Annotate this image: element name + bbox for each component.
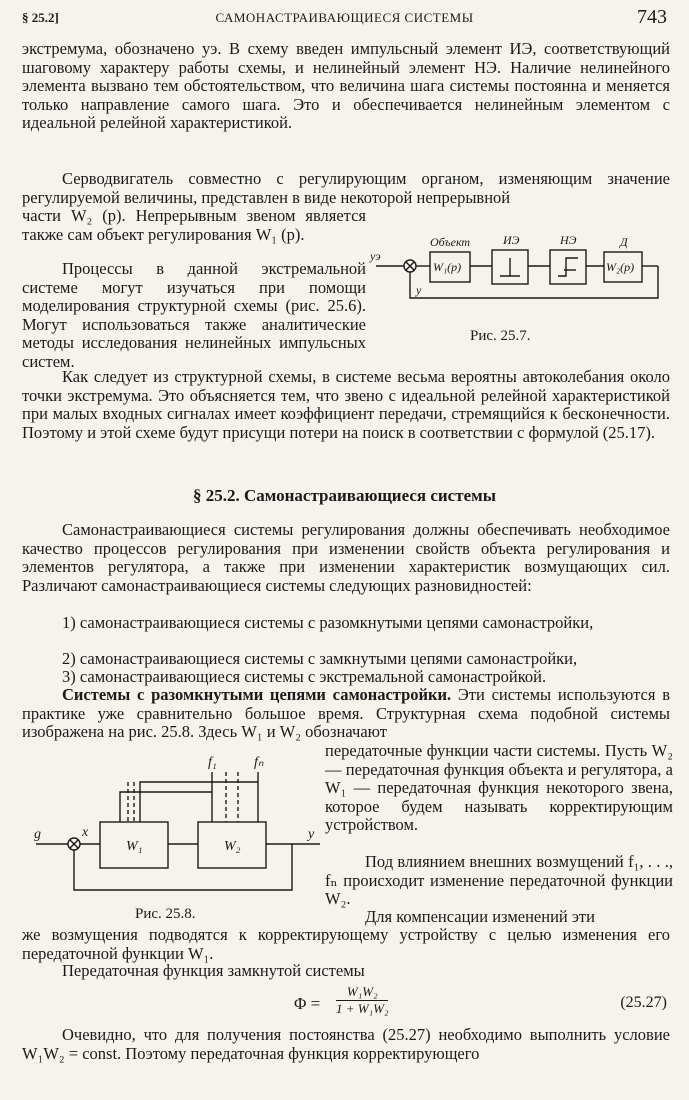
figure-25-7 <box>368 226 668 332</box>
formula-25-27 <box>0 978 689 1024</box>
paragraph-9a: Для компенсации изменений эти <box>365 907 595 926</box>
paragraph-10: Передаточная функция замкнутой системы <box>62 961 365 980</box>
section-heading: § 25.2. Самонастраивающиеся системы <box>193 486 496 505</box>
running-header <box>22 8 667 32</box>
fig7-object-label: Объект <box>430 235 471 249</box>
fig8-output-label: y <box>308 827 315 842</box>
fig7-object-tf: W₁(p) <box>433 260 462 274</box>
paragraph-1: экстремума, обозначено yэ. В схему введен импульсный элемент ИЭ, соответствующий шаговому характеру работы схемы, и нелинейный элемент НЭ. Наличие нелинейного элемента вызвано тем обстоятельством, что величина шага системы постоянна и меняется только направление самого шага. Это и обеспечивается нелинейным элементом с идеальной релейной характеристикой. <box>22 39 670 133</box>
list-item-2: 2) самонастраивающиеся системы с замкнутыми цепями самонастройки, <box>62 649 578 668</box>
formula-fraction <box>336 984 388 1017</box>
paragraph-8: Под влиянием внешних возмущений f₁, . . ., fₙ происходит изменение передаточной функции W₂. <box>325 852 673 909</box>
paragraph-6 <box>22 686 670 742</box>
fig8-w2-label: W₂ <box>224 839 241 854</box>
paragraph-2: Серводвигатель совместно с регулирующим органом, изменяющим значение регулируемой величины, представлен в виде некоторой непрерывной <box>22 169 670 207</box>
paragraph-11: Очевидно, что для получения постоянства (25.27) необходимо выполнить условие W₁W₂ = const. Поэтому передаточная функция корректирующего <box>22 1025 670 1063</box>
fig7-d-tf: W₂(p) <box>606 260 635 274</box>
paragraph-6-bold: Системы с разомкнутыми цепями самонастройки. <box>62 685 452 704</box>
paragraph-4: Как следует из структурной схемы, в системе весьма вероятны автоколебания около точки экстремума. Это объясняется тем, что звено с идеальной релейной характеристикой при малых входных сигналах имеет коэффициент передачи, стремящийся к бесконечности. Поэтому и этой схеме будут присущи потери на поиск в соответствии с формулой (25.17). <box>22 367 670 442</box>
page-number: 743 <box>637 6 667 28</box>
fig7-input-label: yэ <box>370 249 381 263</box>
paragraph-5: Самонастраивающиеся системы регулирования должны обеспечивать необходимое качество процессов регулирования при изменении свойств объекта регулирования и элементов регулятора, а также при изменении характеристик возмущающих сил. Различают самонастраивающиеся системы следующих разновидностей: <box>22 520 670 595</box>
formula-denominator: 1 + W₁W₂ <box>336 1001 389 1016</box>
fig7-caption: Рис. 25.7. <box>470 328 531 344</box>
fig8-w1-label: W₁ <box>126 839 143 854</box>
formula-lhs: Φ = <box>294 994 321 1013</box>
fig7-block-ne <box>550 250 586 284</box>
fig8-feedback-line <box>74 844 292 890</box>
formula-numerator: W₁W₂ <box>336 984 388 1001</box>
fig8-caption: Рис. 25.8. <box>135 906 196 922</box>
header-title: САМОНАСТРАИВАЮЩИЕСЯ СИСТЕМЫ <box>215 10 474 25</box>
fig7-ie-label: ИЭ <box>503 233 520 247</box>
formula-number: (25.27) <box>620 994 667 1011</box>
fig7-feedback-label: y <box>416 283 422 297</box>
paragraph-2b: части W₂ (p). Непрерывным звеном является также сам объект регулирования W₁ (p). <box>22 206 366 244</box>
fig8-fn-label: fₙ <box>254 755 264 770</box>
paragraph-6-text: Эти системы используются в практике уже сравнительно большое время. Структурная схема подобной системы изображена на рис. 25.8. Здесь W₁ и W₂ обозначают <box>22 685 670 742</box>
paragraph-9b: же возмущения подводятся к корректирующему устройству с целью изменения его передаточной функции W₁. <box>22 925 670 963</box>
fig7-ne-label: НЭ <box>560 233 577 247</box>
fig7-d-label: Д <box>620 235 628 249</box>
figure-25-8 <box>30 752 330 902</box>
list-item-3: 3) самонастраивающиеся системы с экстремальной самонастройкой. <box>62 667 547 686</box>
fig8-error-label: x <box>82 825 89 840</box>
fig8-input-label: g <box>34 827 41 842</box>
header-section: § 25.2] <box>22 10 59 25</box>
list-item-1: 1) самонастраивающиеся системы с разомкнутыми цепями самонастройки, <box>62 613 594 632</box>
paragraph-7: передаточные функции части системы. Пусть W₂ — передаточная функция объекта и регулятора, а W₁ — передаточная функция некоторого звена, которое будем называть корректирующим устройством. <box>325 741 673 835</box>
paragraph-3: Процессы в данной экстремальной системе могут изучаться при помощи моделирования структурной схемы (рис. 25.6). Могут использоваться также аналитические методы исследования нелинейных импульсных систем. <box>22 259 366 371</box>
fig8-f1-label: f₁ <box>208 755 217 770</box>
